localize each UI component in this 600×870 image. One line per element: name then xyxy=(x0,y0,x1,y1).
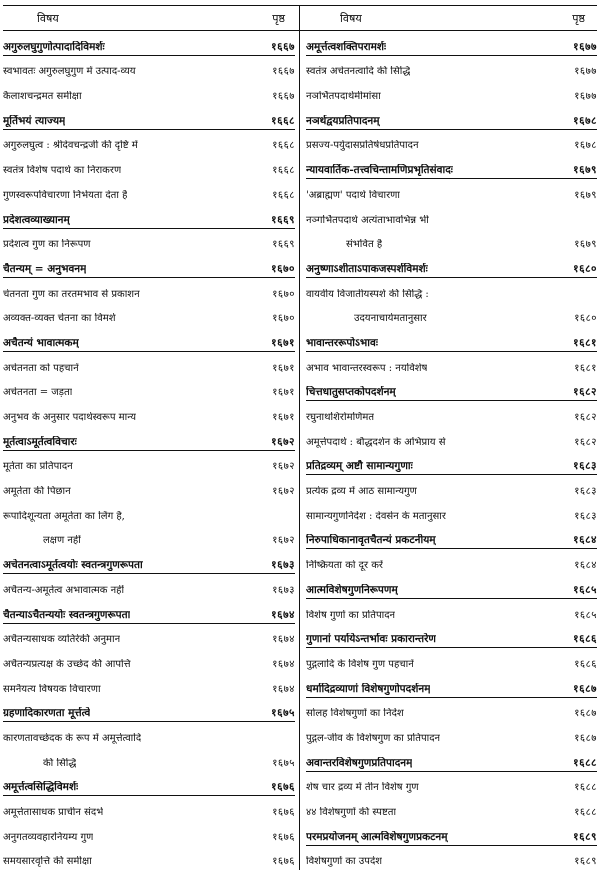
entry-title: स्वभावतः अगुरुलघुगुण में उत्पाद-व्यय xyxy=(3,66,136,78)
entry-title: भावान्तररूपोऽभावः xyxy=(306,336,378,349)
header-subject-left: विषय xyxy=(37,11,59,25)
toc-columns xyxy=(3,31,597,870)
entry-title: समयसारवृत्ति की समीक्षा xyxy=(3,856,92,868)
toc-entry xyxy=(3,673,295,698)
entry-page-number: १६८७ xyxy=(574,732,597,744)
entry-title: मूर्तत्वाऽमूर्तत्वविचारः xyxy=(3,435,77,448)
entry-page-number: १६८२ xyxy=(573,386,597,399)
entry-title: स्वतंत्र अचेतनत्वादि की सिद्धि xyxy=(306,66,411,78)
entry-title: शेष चार द्रव्य में तीन विशेष गुण xyxy=(306,782,419,794)
toc-heading-entry xyxy=(306,673,597,698)
entry-page-number: १६८४ xyxy=(574,560,597,572)
entry-title: मूर्तता का प्रतिपादन xyxy=(3,461,73,473)
entry-title: अचैतन्य-अमूर्तत्व अभावात्मक नहीं xyxy=(3,584,125,596)
entry-page-number: १६८५ xyxy=(573,583,597,596)
header-right xyxy=(300,6,597,30)
entry-title: अचेतनता = जड़ता xyxy=(3,387,73,399)
table-header xyxy=(3,5,597,31)
entry-title: अमूर्त्ततासाधक प्राचीन संदर्भ xyxy=(3,807,104,818)
entry-title: अनुष्णाऽशीताऽपाकजस्पर्शविमर्शः xyxy=(306,262,428,275)
entry-page-number: १६७८ xyxy=(573,114,597,127)
toc-entry xyxy=(306,500,597,525)
entry-title: निरुपाधिकानावृतचैतन्यं प्रकटनीयम् xyxy=(306,534,436,547)
toc-entry xyxy=(3,796,295,821)
entry-title: सोलह विशेषगुणों का निर्देश xyxy=(306,708,404,720)
entry-page-number: १६६७ xyxy=(272,66,295,78)
entry-page-number: १६८८ xyxy=(574,782,597,794)
toc-heading-entry xyxy=(306,747,597,772)
toc-heading-entry xyxy=(306,377,597,402)
toc-entry xyxy=(3,56,295,81)
entry-page-number: १६८८ xyxy=(573,756,597,769)
entry-page-number: १६८६ xyxy=(573,633,597,646)
entry-page-number: १६७४ xyxy=(272,683,295,695)
entry-title: संभवित है xyxy=(346,239,383,251)
toc-column-left xyxy=(3,31,300,870)
entry-page-number: १६७७ xyxy=(573,40,597,53)
entry-title: चेतनता गुण का तरतमभाव से प्रकाशन xyxy=(3,288,140,300)
entry-title: विशेषगुणों का उपदेश xyxy=(306,856,383,868)
toc-heading-entry xyxy=(306,253,597,278)
entry-page-number: १६७७ xyxy=(574,66,597,78)
entry-title: अमूर्त्तत्वशक्तिपरामर्शः xyxy=(306,40,387,53)
toc-entry xyxy=(306,796,597,821)
toc-entry xyxy=(306,426,597,451)
entry-title: गुणस्वरूपविचारणा निर्भयता देता है xyxy=(3,189,128,201)
entry-title: अचैतन्यं भावात्मकम् xyxy=(3,336,79,349)
entry-page-number: १६७० xyxy=(272,288,295,300)
toc-entry xyxy=(306,722,597,747)
toc-entry xyxy=(3,303,295,328)
toc-entry xyxy=(3,648,295,673)
toc-column-right xyxy=(300,31,597,870)
entry-page-number: १६७० xyxy=(272,313,295,325)
entry-title: चैतन्यम् = अनुभवनम् xyxy=(3,262,87,275)
entry-page-number: १६८७ xyxy=(574,708,597,720)
entry-title: धर्मादिद्रव्याणां विशेषगुणोपदर्शनम् xyxy=(306,682,431,695)
entry-page-number: १६७९ xyxy=(574,189,597,201)
toc-entry xyxy=(306,846,597,870)
toc-heading-entry xyxy=(306,821,597,846)
entry-page-number: १६८९ xyxy=(573,830,597,843)
entry-page-number: १६८१ xyxy=(574,362,597,374)
entry-page-number: १६७२ xyxy=(272,535,295,547)
entry-page-number: १६७६ xyxy=(272,856,295,868)
entry-title: अचेतनत्वाऽमूर्तत्वयोः स्वतन्त्रगुणरूपता xyxy=(3,559,143,572)
entry-title: नञर्थद्वयप्रतिपादनम् xyxy=(306,114,380,127)
entry-title: अचैतन्यप्रत्यक्ष के उच्छेद की आपत्ति xyxy=(3,658,131,670)
entry-title: सामान्यगुणनिर्देश : देवसेन के मतानुसार xyxy=(306,510,446,522)
entry-title: पुद्गलादि के विशेष गुण पहचानें xyxy=(306,658,414,670)
entry-title: अनुगतव्यवहारनियम्य गुण xyxy=(3,831,94,843)
entry-page-number: १६७८ xyxy=(574,140,597,152)
toc-entry xyxy=(3,475,295,500)
entry-page-number: १६८० xyxy=(573,262,597,275)
entry-page-number: १६७५ xyxy=(272,757,295,769)
entry-page-number: १६६७ xyxy=(271,40,295,53)
entry-page-number: १६६७ xyxy=(272,91,295,103)
toc-entry xyxy=(3,352,295,377)
entry-page-number: १६८३ xyxy=(573,460,597,473)
entry-title: लक्षण नहीं xyxy=(43,535,81,547)
entry-page-number: १६७९ xyxy=(574,239,597,251)
entry-title: अवान्तरविशेषगुणप्रतिपादनम् xyxy=(306,756,413,769)
toc-entry xyxy=(306,80,597,105)
entry-title: विशेष गुणों का प्रतिपादन xyxy=(306,609,396,621)
entry-title: गुणानां पर्यायेऽन्तर्भावः प्रकारान्तरेण xyxy=(306,633,437,646)
toc-entry xyxy=(3,154,295,179)
toc-entry xyxy=(306,179,597,204)
entry-page-number: १६७१ xyxy=(271,336,295,349)
toc-entry xyxy=(306,130,597,155)
entry-page-number: १६७३ xyxy=(272,584,295,596)
entry-title: अव्यक्त-व्यक्त चेतना का विमर्श xyxy=(3,313,116,325)
toc-entry xyxy=(3,821,295,846)
entry-page-number: १६८२ xyxy=(574,412,597,423)
entry-page-number: १६७३ xyxy=(271,559,295,572)
entry-title: पुद्गल-जीव के विशेषगुण का प्रतिपादन xyxy=(306,732,441,744)
entry-page-number: १६७१ xyxy=(272,412,295,423)
entry-title: चैतन्याऽचैतन्ययोः स्वतन्त्रगुणरूपता xyxy=(3,608,131,621)
entry-page-number: १६८२ xyxy=(574,436,597,448)
toc-entry xyxy=(306,772,597,797)
entry-page-number: १६८७ xyxy=(573,682,597,695)
toc-entry xyxy=(306,401,597,426)
toc-entry xyxy=(3,574,295,599)
entry-page-number: १६७६ xyxy=(271,781,295,794)
toc-entry xyxy=(306,599,597,624)
entry-page-number: १६७२ xyxy=(272,486,295,498)
entry-title: ४४ विशेषगुणों की स्पष्टता xyxy=(306,807,397,818)
toc-heading-entry xyxy=(3,31,295,56)
entry-page-number: १६६८ xyxy=(272,165,295,177)
toc-heading-entry xyxy=(3,426,295,451)
entry-title: चित्तधातुसप्तकोपदर्शनम् xyxy=(306,386,396,399)
entry-page-number: १६७२ xyxy=(271,435,295,448)
toc-heading-entry xyxy=(3,772,295,797)
entry-page-number: १६७६ xyxy=(272,831,295,843)
entry-page-number: १६६९ xyxy=(271,213,295,226)
toc-entry xyxy=(306,204,597,229)
toc-entry xyxy=(3,80,295,105)
entry-title: नञ्गर्भितपदार्थ अत्यंताभावभिन्न भी xyxy=(306,214,429,226)
entry-page-number: १६७६ xyxy=(272,807,295,818)
entry-page-number: १६८३ xyxy=(574,510,597,522)
entry-title: की सिद्धि xyxy=(43,757,77,769)
entry-title: अगुरुलघुगुणोत्पादादिविमर्शः xyxy=(3,40,105,53)
entry-page-number: १६६९ xyxy=(272,239,295,251)
entry-title: प्रदेशत्व गुण का निरूपण xyxy=(3,239,91,251)
entry-title: प्रसज्य-पर्युदासप्रतिषेधप्रतिपादन xyxy=(306,140,419,152)
toc-heading-entry xyxy=(306,451,597,476)
header-left xyxy=(3,6,300,30)
toc-entry xyxy=(306,352,597,377)
toc-entry xyxy=(306,229,597,254)
toc-entry xyxy=(3,624,295,649)
entry-title: अमूर्तता की पिछान xyxy=(3,486,71,498)
toc-entry xyxy=(3,747,295,772)
toc-entry xyxy=(3,179,295,204)
entry-page-number: १६८३ xyxy=(574,486,597,498)
entry-title: प्रतिद्रव्यम् अष्टौ सामान्यगुणाः xyxy=(306,460,413,473)
entry-page-number: १६७७ xyxy=(574,91,597,103)
toc-heading-entry xyxy=(306,31,597,56)
entry-title: समनैयत्य विषयक विचारणा xyxy=(3,683,101,695)
toc-entry xyxy=(3,722,295,747)
entry-title: न्यायवार्तिक-तत्त्वचिन्तामणिप्रभृतिसंवादः xyxy=(306,164,453,177)
toc-entry xyxy=(306,278,597,303)
entry-title: रूपादिशून्यता अमूर्तता का लिंग है, xyxy=(3,510,125,522)
toc-heading-entry xyxy=(3,549,295,574)
header-page-right: पृष्ठ xyxy=(572,11,585,25)
toc-entry xyxy=(3,500,295,525)
entry-title: वायवीय विजातीयस्पर्श की सिद्धि : xyxy=(306,288,429,300)
entry-page-number: १६८४ xyxy=(573,534,597,547)
entry-title: निष्क्रियता को दूर करें xyxy=(306,560,383,572)
entry-page-number: १६८६ xyxy=(574,658,597,670)
entry-title: उदयनाचार्यमतानुसार xyxy=(354,313,427,325)
entry-page-number: १६७१ xyxy=(272,387,295,399)
entry-page-number: १६८९ xyxy=(574,856,597,868)
entry-title: रघुनाथशिरोमणिमत xyxy=(306,412,375,423)
toc-entry xyxy=(3,846,295,870)
toc-entry xyxy=(306,303,597,328)
toc-heading-entry xyxy=(306,327,597,352)
toc-entry xyxy=(3,229,295,254)
toc-entry xyxy=(306,475,597,500)
entry-title: नञर्भितपदार्थमीमांसा xyxy=(306,91,381,103)
toc-heading-entry xyxy=(3,253,295,278)
toc-heading-entry xyxy=(3,599,295,624)
toc-heading-entry xyxy=(306,624,597,649)
entry-page-number: १६७५ xyxy=(271,707,295,720)
entry-title: 'अब्राह्मण' पदार्थ विचारणा xyxy=(306,189,401,201)
entry-title: अचेतनता को पहचानें xyxy=(3,362,79,374)
entry-title: मूर्तिभयं त्याज्यम् xyxy=(3,114,66,127)
entry-page-number: १६८१ xyxy=(573,336,597,349)
entry-title: अगुरुलघुत्व : श्रीदेवचन्द्रजी की दृष्टि में xyxy=(3,140,138,152)
toc-entry xyxy=(3,278,295,303)
entry-page-number: १६७२ xyxy=(272,461,295,473)
entry-title: कारणतावच्छेदक के रूप में अमूर्त्तत्वादि xyxy=(3,732,142,744)
entry-title: कैलाशचन्द्रमत समीक्षा xyxy=(3,91,82,103)
toc-entry xyxy=(3,377,295,402)
entry-title: आत्मविशेषगुणनिरूपणम् xyxy=(306,583,398,596)
toc-entry xyxy=(3,401,295,426)
entry-title: स्वतंत्र विशेष पदार्थ का निराकरण xyxy=(3,165,122,177)
toc-heading-entry xyxy=(306,525,597,550)
entry-page-number: १६७४ xyxy=(272,634,295,646)
toc-entry xyxy=(306,56,597,81)
entry-page-number: १६८५ xyxy=(574,609,597,621)
toc-entry xyxy=(306,648,597,673)
entry-page-number: १६७९ xyxy=(573,164,597,177)
entry-page-number: १६८८ xyxy=(574,807,597,818)
header-page-left: पृष्ठ xyxy=(272,11,285,25)
entry-title: प्रदेशत्वव्याख्यानम् xyxy=(3,213,70,226)
toc-entry xyxy=(3,451,295,476)
entry-title: अनुभव के अनुसार पदार्थस्वरूप मान्य xyxy=(3,412,136,423)
entry-title: अभाव भावान्तरस्वरूप : नयविशेष xyxy=(306,362,428,374)
toc-heading-entry xyxy=(306,574,597,599)
toc-entry xyxy=(306,698,597,723)
toc-entry xyxy=(3,525,295,550)
toc-heading-entry xyxy=(306,105,597,130)
header-subject-right: विषय xyxy=(340,11,362,25)
toc-entry xyxy=(3,130,295,155)
entry-title: ग्रहणादिकारणता मूर्त्तत्वे xyxy=(3,707,91,720)
entry-page-number: १६६८ xyxy=(272,140,295,152)
entry-title: अमूर्त्तत्वसिद्धिविमर्शः xyxy=(3,781,79,794)
toc-heading-entry xyxy=(3,327,295,352)
entry-page-number: १६७४ xyxy=(272,658,295,670)
entry-title: प्रत्येक द्रव्य में आठ सामान्यगुण xyxy=(306,486,417,498)
toc-heading-entry xyxy=(3,698,295,723)
toc-heading-entry xyxy=(3,105,295,130)
toc-heading-entry xyxy=(306,154,597,179)
entry-title: अमूर्त्तपदार्थ : बौद्धदर्शन के अभिप्राय से xyxy=(306,436,446,448)
entry-page-number: १६८० xyxy=(574,313,597,325)
entry-page-number: १६७४ xyxy=(271,608,295,621)
entry-page-number: १६७१ xyxy=(272,362,295,374)
entry-page-number: १६६८ xyxy=(272,189,295,201)
toc-heading-entry xyxy=(3,204,295,229)
entry-page-number: १६६८ xyxy=(271,114,295,127)
toc-entry xyxy=(306,549,597,574)
entry-title: परमप्रयोजनम् आत्मविशेषगुणप्रकटनम् xyxy=(306,830,448,843)
entry-page-number: १६७० xyxy=(271,262,295,275)
entry-title: अचैतन्यसाधक व्यतिरेकी अनुमान xyxy=(3,634,121,646)
